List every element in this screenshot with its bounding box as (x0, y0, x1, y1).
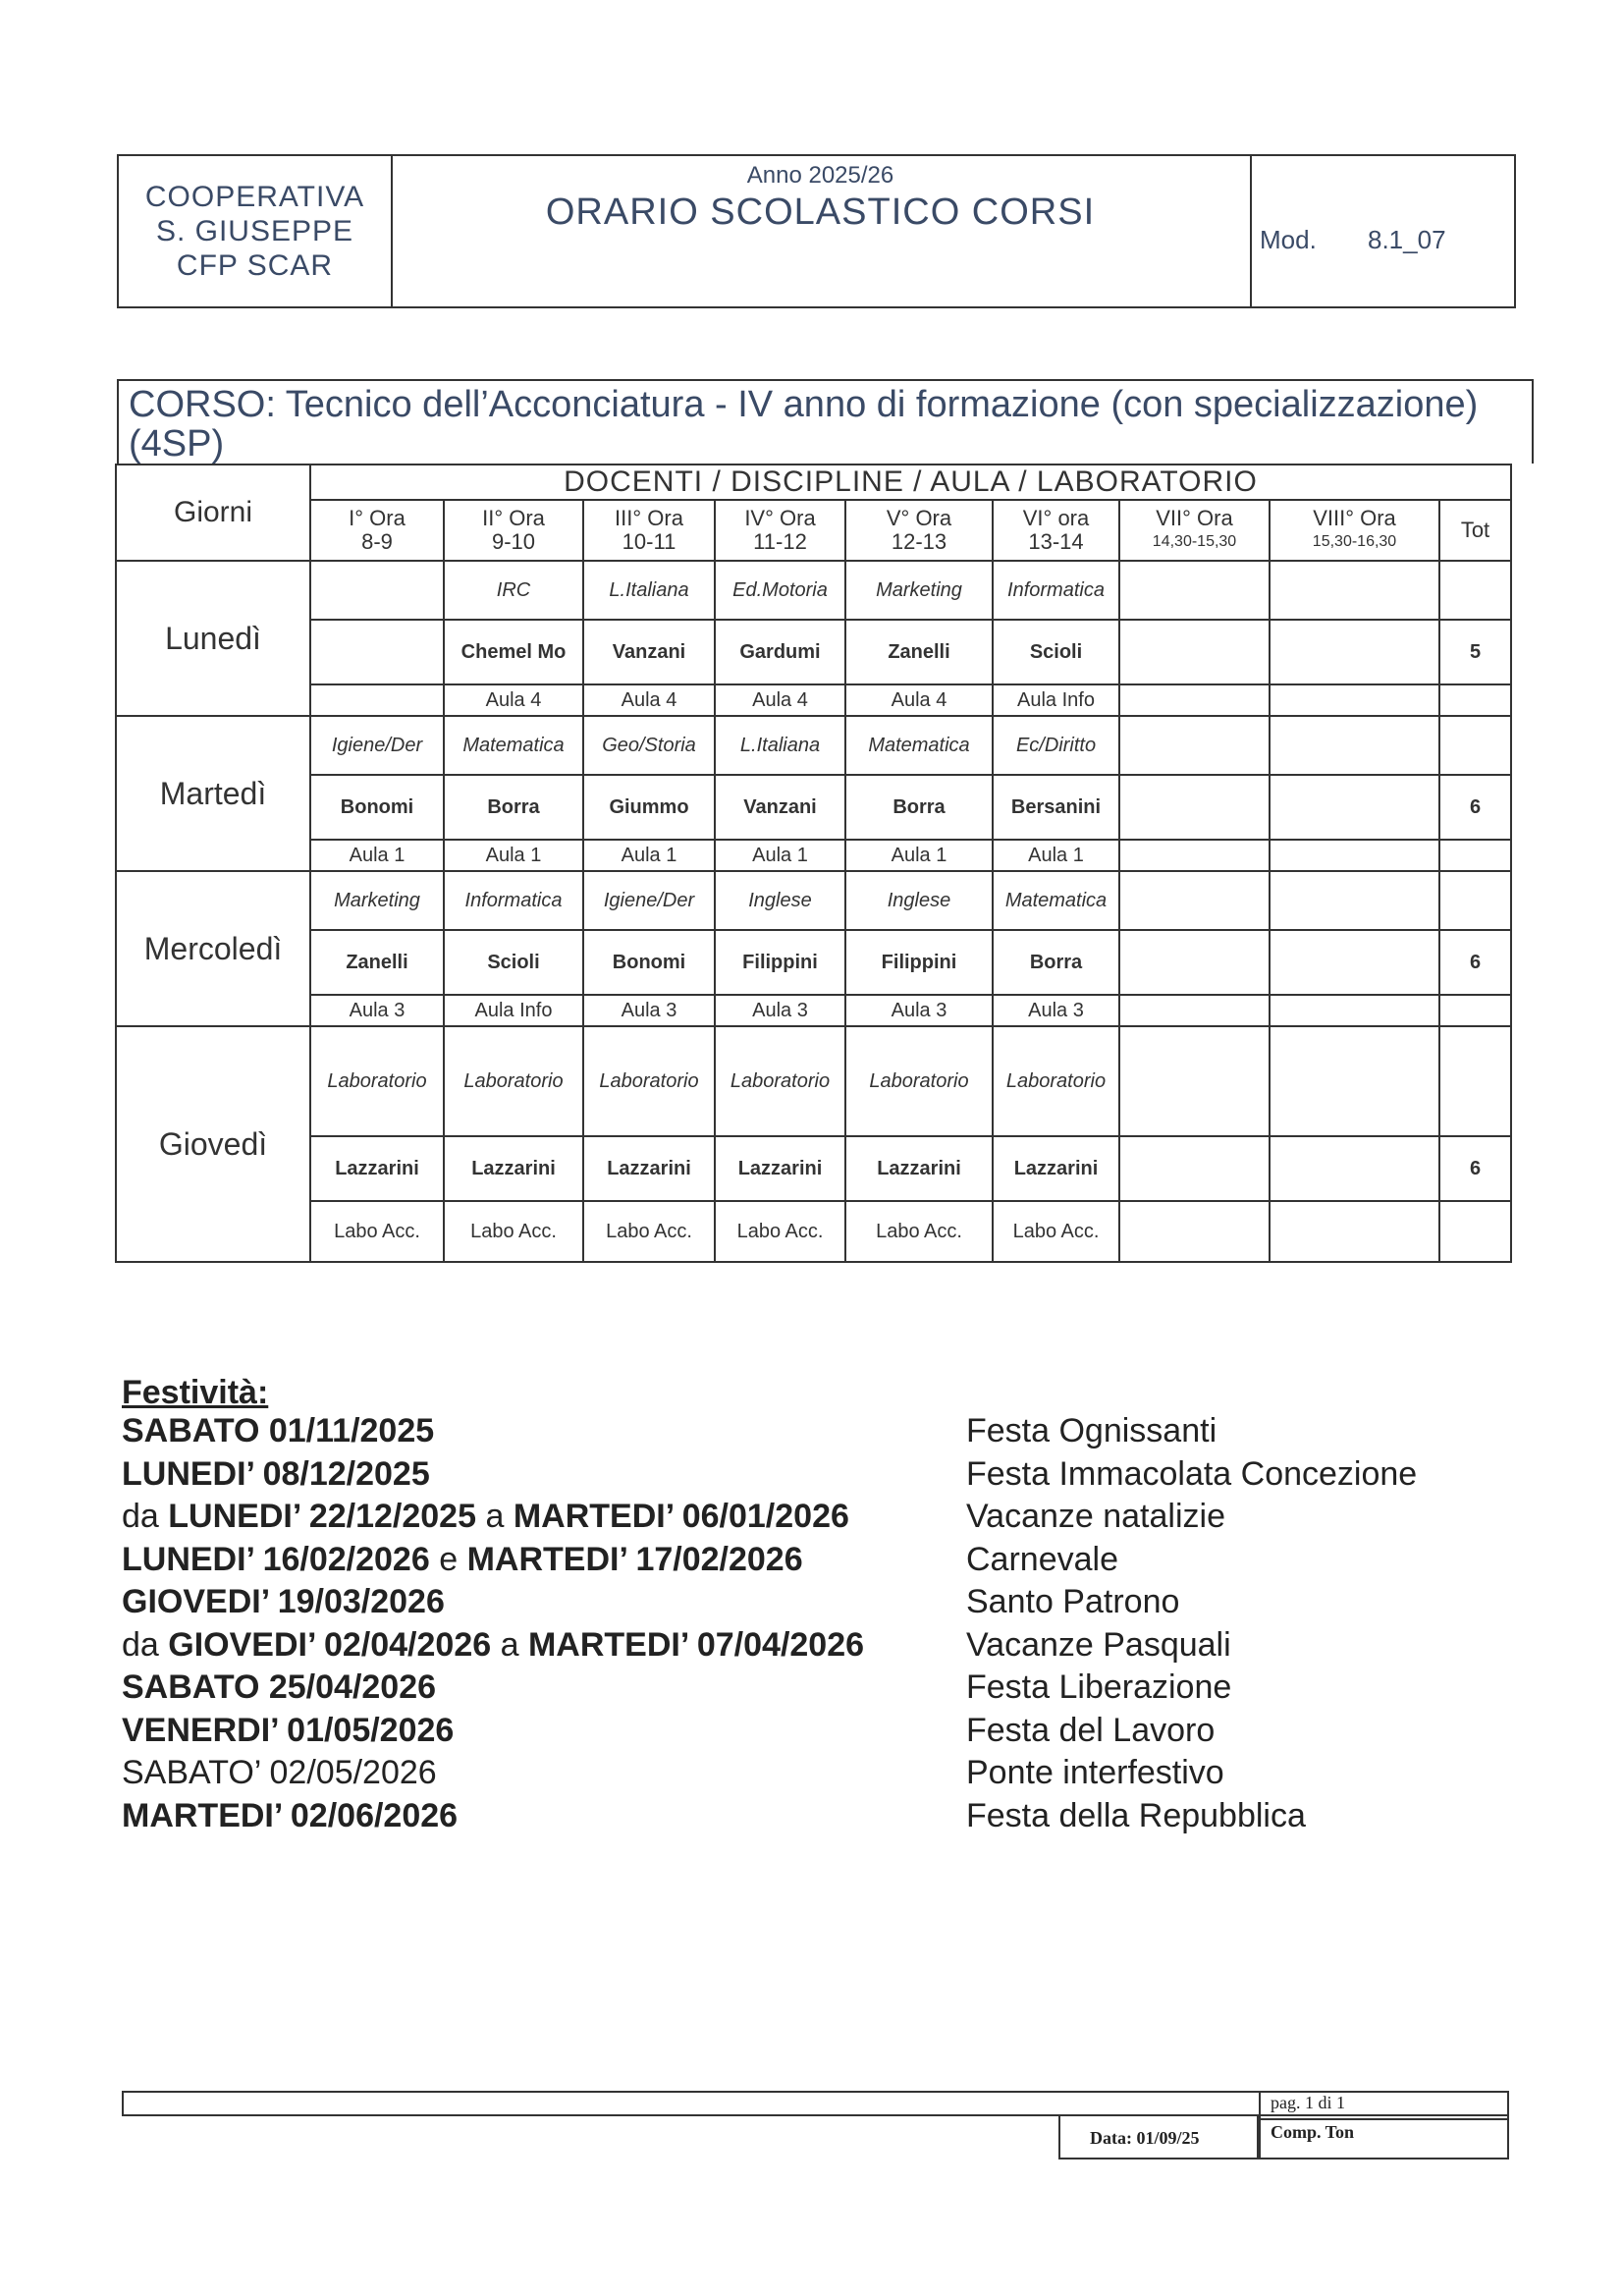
holiday-date (122, 1626, 864, 1665)
organization-block (119, 156, 393, 306)
holiday-date-part: e (429, 1540, 467, 1578)
school-year: Anno 2025/26 (746, 162, 894, 189)
course-description: Tecnico dell’Acconciatura - IV anno di formazione (con specializzazione) (4SP) (129, 384, 1479, 465)
holiday-date (122, 1412, 434, 1450)
room-cell (1270, 1201, 1439, 1262)
teacher-cell (1119, 620, 1270, 684)
holiday-date-part: MARTEDI’ 02/06/2026 (122, 1796, 459, 1834)
teacher-cell: Lazzarini (310, 1136, 444, 1201)
hour-time: 8-9 (361, 529, 393, 554)
holiday-row (122, 1455, 1516, 1499)
teacher-cell: Zanelli (310, 930, 444, 995)
tot-cell-empty (1439, 716, 1511, 775)
holiday-date-part: da (122, 1625, 169, 1664)
discipline-cell (1119, 716, 1270, 775)
giorni-header: Giorni (116, 465, 310, 561)
day-name: Lunedì (116, 561, 310, 716)
room-cell: Aula 4 (715, 684, 845, 716)
holiday-date (122, 1583, 445, 1621)
teacher-cell (1270, 620, 1439, 684)
day-name: Giovedì (116, 1026, 310, 1262)
title-block (391, 156, 1252, 306)
holiday-row (122, 1797, 1516, 1840)
room-cell: Aula 4 (444, 684, 583, 716)
teacher-cell: Scioli (993, 620, 1119, 684)
holidays-list (122, 1412, 1516, 1839)
table-row (116, 1026, 1511, 1136)
hour-name: VII° Ora (1156, 506, 1233, 530)
room-cell: Aula 1 (845, 840, 993, 871)
holiday-date-part: VENERDI’ 01/05/2026 (122, 1711, 455, 1749)
table-row (116, 995, 1511, 1026)
tot-cell: 6 (1439, 775, 1511, 840)
org-name-line3: CFP SCAR (176, 249, 334, 282)
tot-cell-empty (1439, 995, 1511, 1026)
hour-name: IV° Ora (744, 506, 816, 530)
module-block (1250, 156, 1514, 306)
module-code: 8.1_07 (1368, 225, 1446, 254)
teacher-cell: Chemel Mo (444, 620, 583, 684)
room-cell: Aula 3 (993, 995, 1119, 1026)
teacher-cell (1119, 775, 1270, 840)
discipline-cell (310, 561, 444, 620)
room-cell: Aula 4 (583, 684, 715, 716)
table-row (116, 620, 1511, 684)
table-header-row (116, 465, 1511, 500)
holiday-date (122, 1797, 458, 1835)
hour-name: VI° ora (1022, 506, 1090, 530)
hour-header (583, 500, 715, 561)
org-name-line1: COOPERATIVA (144, 181, 365, 213)
room-cell: Aula 3 (715, 995, 845, 1026)
room-cell (1119, 995, 1270, 1026)
room-cell: Aula 1 (444, 840, 583, 871)
discipline-cell: Laboratorio (845, 1026, 993, 1136)
teacher-cell (1270, 930, 1439, 995)
hour-header (1119, 500, 1270, 561)
discipline-cell: Matematica (993, 871, 1119, 930)
holiday-date-part: SABATO’ 02/05/2026 (122, 1754, 437, 1791)
teacher-cell (1119, 1136, 1270, 1201)
holiday-row (122, 1583, 1516, 1626)
table-row (116, 684, 1511, 716)
document-footer (122, 2091, 1509, 2159)
holiday-row (122, 1754, 1516, 1797)
holiday-date-part: MARTEDI’ 07/04/2026 (527, 1625, 865, 1664)
discipline-cell (1119, 561, 1270, 620)
discipline-cell: Matematica (845, 716, 993, 775)
teacher-cell: Bersanini (993, 775, 1119, 840)
tot-cell-empty (1439, 871, 1511, 930)
room-cell: Labo Acc. (715, 1201, 845, 1262)
teacher-cell (1119, 930, 1270, 995)
hour-name: I° Ora (349, 506, 406, 530)
tot-cell: 6 (1439, 1136, 1511, 1201)
room-cell (1270, 995, 1439, 1026)
footer-divider (1261, 2118, 1507, 2120)
room-cell: Aula Info (993, 684, 1119, 716)
discipline-cell (1119, 1026, 1270, 1136)
tot-cell: 6 (1439, 930, 1511, 995)
table-row (116, 775, 1511, 840)
teacher-cell: Bonomi (310, 775, 444, 840)
holidays-section (122, 1373, 1516, 1839)
room-cell: Labo Acc. (583, 1201, 715, 1262)
room-cell (1119, 684, 1270, 716)
teacher-cell: Borra (845, 775, 993, 840)
tot-cell: 5 (1439, 620, 1511, 684)
room-cell: Aula 1 (993, 840, 1119, 871)
holiday-date-part: da (122, 1498, 169, 1535)
room-cell: Aula 1 (310, 840, 444, 871)
discipline-cell: Igiene/Der (310, 716, 444, 775)
hour-header (715, 500, 845, 561)
teacher-cell (310, 620, 444, 684)
holiday-description: Festa Immacolata Concezione (966, 1454, 1418, 1493)
teacher-cell: Scioli (444, 930, 583, 995)
teacher-cell: Zanelli (845, 620, 993, 684)
hour-time: 9-10 (491, 529, 536, 554)
discipline-cell: IRC (444, 561, 583, 620)
discipline-cell: Ec/Diritto (993, 716, 1119, 775)
room-cell (1270, 684, 1439, 716)
hour-name: VIII° Ora (1313, 506, 1396, 530)
room-cell: Aula Info (444, 995, 583, 1026)
holiday-description: Vacanze Pasquali (966, 1625, 1231, 1664)
holiday-description: Carnevale (966, 1540, 1118, 1578)
course-label: CORSO: (129, 384, 276, 425)
table-row (116, 1136, 1511, 1201)
table-row (116, 930, 1511, 995)
hour-header (310, 500, 444, 561)
holiday-row (122, 1412, 1516, 1455)
hour-time: 14,30-15,30 (1152, 533, 1237, 550)
discipline-cell (1270, 871, 1439, 930)
teacher-cell: Vanzani (715, 775, 845, 840)
hour-header (993, 500, 1119, 561)
course-box (117, 379, 1534, 464)
holiday-description: Ponte interfestivo (966, 1754, 1224, 1791)
teacher-cell: Lazzarini (845, 1136, 993, 1201)
hour-name: II° Ora (482, 506, 545, 530)
holiday-date (122, 1498, 849, 1536)
tot-cell-empty (1439, 561, 1511, 620)
holiday-description: Festa Ognissanti (966, 1412, 1217, 1449)
table-row (116, 840, 1511, 871)
hour-time: 15,30-16,30 (1312, 533, 1397, 550)
day-name: Mercoledì (116, 871, 310, 1026)
day-name: Martedì (116, 716, 310, 871)
discipline-cell: Marketing (310, 871, 444, 930)
holiday-date (122, 1541, 803, 1579)
discipline-cell: Matematica (444, 716, 583, 775)
teacher-cell: Lazzarini (715, 1136, 845, 1201)
room-cell: Labo Acc. (444, 1201, 583, 1262)
footer-page-box (1259, 2091, 1509, 2159)
holiday-date (122, 1754, 437, 1792)
compiler: Comp. Ton (1271, 2122, 1355, 2142)
room-cell: Aula 3 (845, 995, 993, 1026)
teacher-cell (1270, 775, 1439, 840)
discipline-cell: Marketing (845, 561, 993, 620)
discipline-cell: Laboratorio (444, 1026, 583, 1136)
teacher-cell: Borra (993, 930, 1119, 995)
tot-cell-empty (1439, 840, 1511, 871)
holiday-row (122, 1626, 1516, 1669)
holiday-date-part: LUNEDI’ 08/12/2025 (122, 1454, 430, 1493)
teacher-cell (1270, 1136, 1439, 1201)
holiday-date-part: GIOVEDI’ 02/04/2026 (168, 1625, 492, 1664)
footer-date: Data: 01/09/25 (1058, 2116, 1259, 2159)
discipline-cell: Laboratorio (310, 1026, 444, 1136)
discipline-cell (1270, 561, 1439, 620)
hour-header (444, 500, 583, 561)
table-row (116, 871, 1511, 930)
holiday-row (122, 1668, 1516, 1712)
room-cell: Aula 1 (715, 840, 845, 871)
holiday-description: Festa del Lavoro (966, 1711, 1216, 1749)
room-cell: Aula 3 (583, 995, 715, 1026)
hour-name: III° Ora (615, 506, 683, 530)
discipline-cell: Igiene/Der (583, 871, 715, 930)
room-cell: Labo Acc. (845, 1201, 993, 1262)
discipline-cell (1119, 871, 1270, 930)
table-row (116, 1201, 1511, 1262)
discipline-cell (1270, 716, 1439, 775)
teacher-cell: Filippini (715, 930, 845, 995)
org-name-line2: S. GIUSEPPE (155, 215, 354, 247)
discipline-cell (1270, 1026, 1439, 1136)
holiday-date-part: SABATO 25/04/2026 (122, 1668, 437, 1706)
discipline-cell: Informatica (993, 561, 1119, 620)
teacher-cell: Lazzarini (993, 1136, 1119, 1201)
holiday-date-part: a (491, 1625, 528, 1664)
teacher-cell: Lazzarini (444, 1136, 583, 1201)
discipline-cell: L.Italiana (583, 561, 715, 620)
room-cell: Aula 1 (583, 840, 715, 871)
course-title (129, 385, 1522, 464)
holiday-description: Festa Liberazione (966, 1668, 1232, 1706)
holiday-date-part: LUNEDI’ 16/02/2026 (122, 1540, 430, 1578)
hour-time: 11-12 (753, 529, 807, 554)
hour-time: 10-11 (622, 529, 676, 554)
table-row (116, 716, 1511, 775)
teacher-cell: Giummo (583, 775, 715, 840)
discipline-cell: Laboratorio (583, 1026, 715, 1136)
room-cell (1119, 840, 1270, 871)
hour-header (845, 500, 993, 561)
holiday-date-part: MARTEDI’ 17/02/2026 (466, 1540, 803, 1578)
room-cell: Labo Acc. (310, 1201, 444, 1262)
tot-header: Tot (1439, 500, 1511, 561)
discipline-cell: Laboratorio (993, 1026, 1119, 1136)
schedule-table (115, 464, 1512, 1263)
document-header (117, 154, 1516, 308)
tot-cell-empty (1439, 1201, 1511, 1262)
room-cell: Aula 4 (845, 684, 993, 716)
teacher-cell: Borra (444, 775, 583, 840)
teacher-cell: Gardumi (715, 620, 845, 684)
holiday-date-part: MARTEDI’ 06/01/2026 (513, 1498, 849, 1535)
discipline-cell: Inglese (715, 871, 845, 930)
holiday-description: Vacanze natalizie (966, 1498, 1225, 1535)
hour-time: 13-14 (1028, 529, 1084, 554)
discipline-cell: Geo/Storia (583, 716, 715, 775)
holiday-date-part: LUNEDI’ 22/12/2025 (168, 1498, 477, 1535)
document-title: ORARIO SCOLASTICO CORSI (545, 191, 1096, 233)
hour-header (1270, 500, 1439, 561)
tot-cell-empty (1439, 1026, 1511, 1136)
discipline-cell: Inglese (845, 871, 993, 930)
holiday-description: Festa della Repubblica (966, 1796, 1306, 1834)
module-label: Mod. (1260, 225, 1317, 254)
tot-cell-empty (1439, 684, 1511, 716)
room-cell (1119, 1201, 1270, 1262)
holiday-row (122, 1498, 1516, 1541)
holiday-date-part: GIOVEDI’ 19/03/2026 (122, 1583, 445, 1620)
teacher-cell: Lazzarini (583, 1136, 715, 1201)
discipline-cell: Ed.Motoria (715, 561, 845, 620)
hour-name: V° Ora (886, 506, 952, 530)
discipline-cell: Laboratorio (715, 1026, 845, 1136)
holiday-row (122, 1712, 1516, 1755)
page-number: pag. 1 di 1 (1271, 2093, 1345, 2112)
hours-header-row (116, 500, 1511, 561)
docenti-header: DOCENTI / DISCIPLINE / AULA / LABORATORIO (310, 465, 1511, 500)
holiday-description: Santo Patrono (966, 1583, 1180, 1620)
holiday-row (122, 1541, 1516, 1584)
holiday-date-part: a (476, 1498, 514, 1535)
holiday-date (122, 1455, 430, 1494)
teacher-cell: Vanzani (583, 620, 715, 684)
room-cell: Aula 3 (310, 995, 444, 1026)
table-row (116, 561, 1511, 620)
hour-time: 12-13 (891, 529, 947, 554)
teacher-cell: Bonomi (583, 930, 715, 995)
holiday-date-part: SABATO 01/11/2025 (122, 1412, 435, 1449)
discipline-cell: L.Italiana (715, 716, 845, 775)
room-cell (1270, 840, 1439, 871)
room-cell (310, 684, 444, 716)
teacher-cell: Filippini (845, 930, 993, 995)
holidays-heading: Festività: (122, 1374, 269, 1411)
discipline-cell: Informatica (444, 871, 583, 930)
room-cell: Labo Acc. (993, 1201, 1119, 1262)
holiday-date (122, 1668, 436, 1707)
holiday-date (122, 1712, 454, 1750)
